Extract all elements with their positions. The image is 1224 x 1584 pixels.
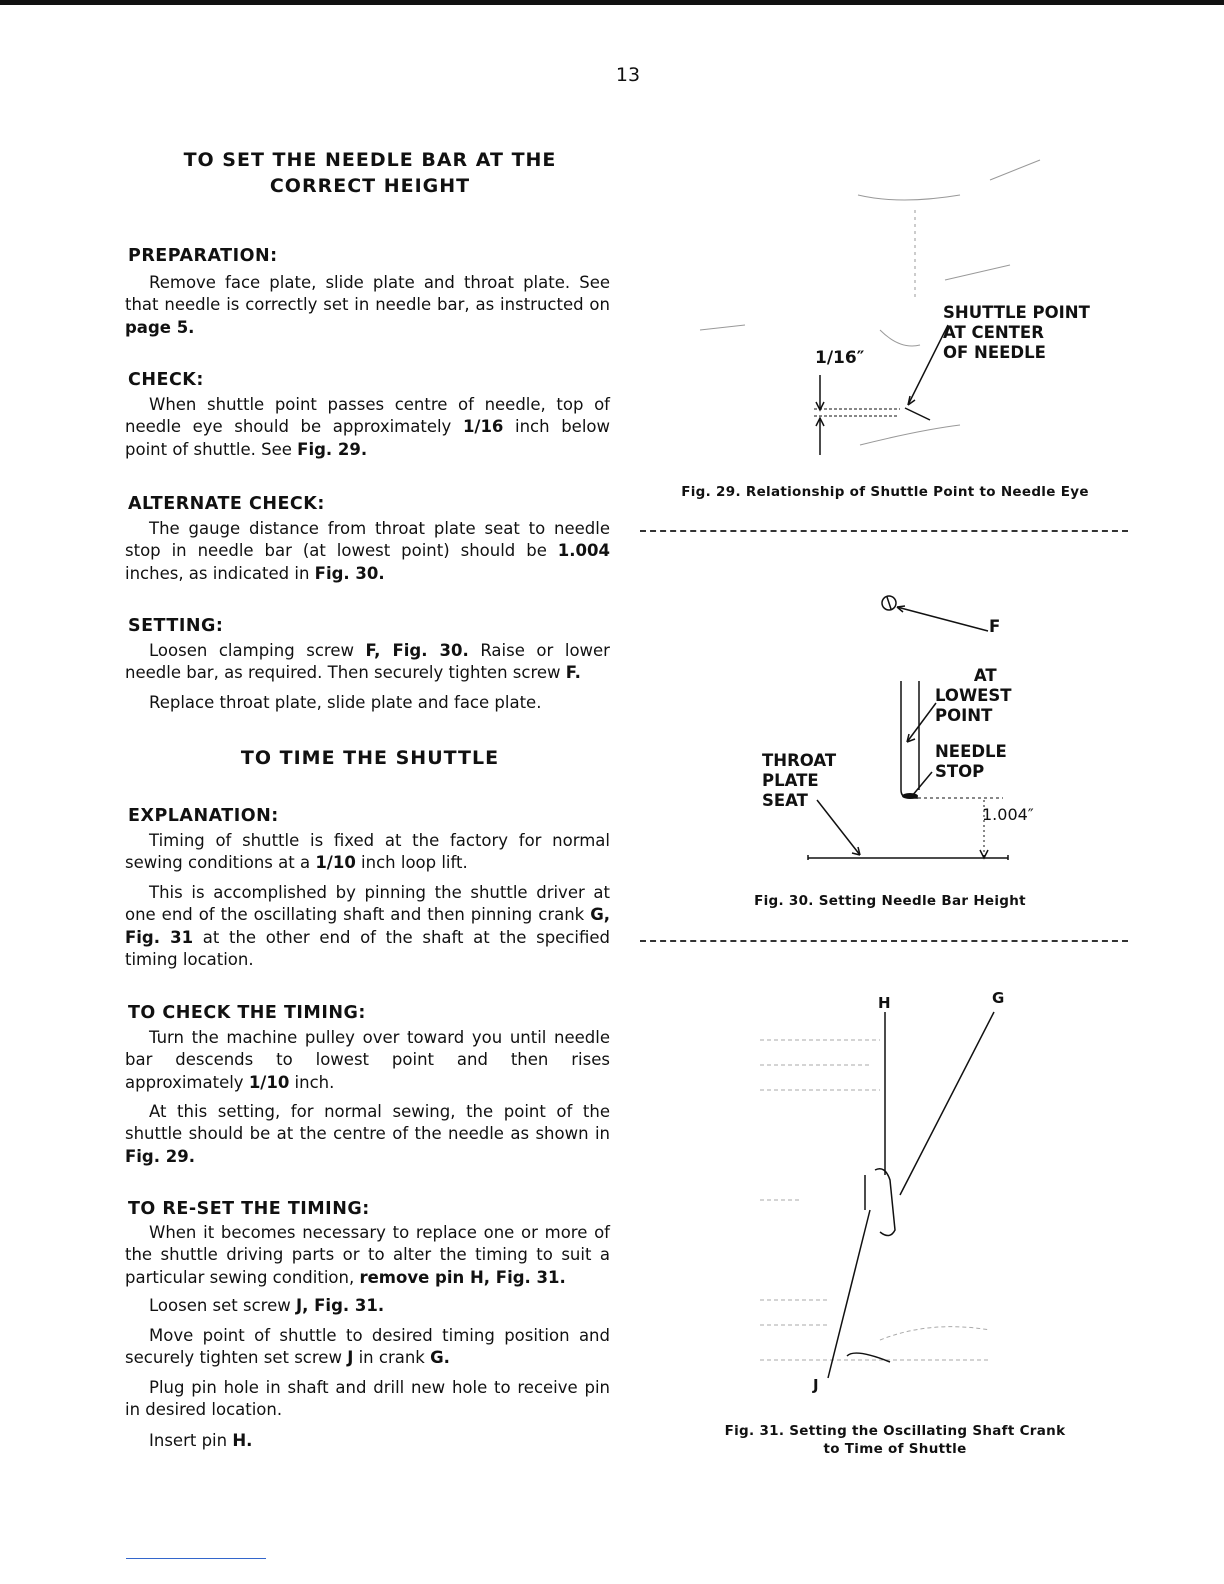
text-run: Move point of shuttle to desired timing position and securely tighten set screw: [125, 1326, 610, 1368]
fig29-dimension: 1/16″: [815, 348, 865, 368]
bold-text: page 5.: [125, 317, 195, 337]
bold-text: 1/10: [248, 1072, 290, 1092]
label-line: LOWEST: [935, 686, 1012, 705]
label-line: NEEDLE: [935, 742, 1007, 761]
text-run: Loosen set screw: [149, 1296, 296, 1315]
bold-text: J: [347, 1348, 354, 1368]
label-line: SHUTTLE POINT: [943, 303, 1090, 322]
bold-text: F.: [565, 663, 581, 683]
bold-text: Fig. 29.: [125, 1146, 195, 1166]
label-line: PLATE: [762, 771, 819, 790]
text-run: inch below point of shuttle. See: [125, 417, 610, 459]
text-run: Raise or lower needle bar, as required. Then securely tighten screw: [125, 641, 610, 683]
text-run: This is accomplished by pinning the shuttle driver at one end of the oscillating shaft and then pinning crank: [125, 883, 610, 925]
bold-text: J, Fig. 31.: [296, 1296, 385, 1315]
text-run: Loosen clamping screw: [149, 641, 366, 660]
footer-rule: [126, 1558, 266, 1559]
bold-text: F, Fig. 30.: [365, 641, 469, 660]
bold-text: G.: [430, 1348, 450, 1368]
fig29-caption: Fig. 29. Relationship of Shuttle Point to Needle Eye: [681, 484, 1089, 500]
section-heading: TO RE-SET THE TIMING:: [128, 1199, 370, 1219]
section-heading: SETTING:: [128, 616, 224, 636]
text-run: Turn the machine pulley over toward you until needle bar descends to lowest point and then rises approximately: [125, 1028, 610, 1092]
section-title-time-shuttle: TO TIME THE SHUTTLE: [240, 747, 500, 769]
fig31-label-g: G: [992, 989, 1005, 1007]
page-number: 13: [615, 64, 641, 86]
section-heading: PREPARATION:: [128, 246, 278, 266]
text-run: Replace throat plate, slide plate and face plate.: [149, 693, 542, 712]
label-line: SEAT: [762, 791, 808, 810]
text-run: Insert pin: [149, 1431, 233, 1450]
label-line: AT: [973, 666, 997, 685]
text-run: inch.: [289, 1072, 335, 1092]
section-heading: ALTERNATE CHECK:: [128, 494, 325, 514]
bold-text: 1.004: [557, 541, 610, 561]
label-line: AT CENTER: [943, 323, 1044, 342]
title-line: CORRECT HEIGHT: [269, 175, 471, 197]
section-heading: EXPLANATION:: [128, 806, 279, 826]
label-line: STOP: [935, 762, 985, 781]
label-line: POINT: [935, 706, 993, 725]
fig30-screw-label: F: [989, 617, 1001, 636]
fig31-label-j: J: [813, 1376, 819, 1394]
text-run: The gauge distance from throat plate seat to needle stop in needle bar (at lowest point) should be: [125, 519, 610, 561]
bold-text: 1/10: [315, 853, 356, 873]
fig31-label-h: H: [878, 994, 891, 1012]
text-run: Remove face plate, slide plate and throat plate. See that needle is correctly set in needle bar, as instructed on: [125, 273, 610, 315]
bold-text: H.: [232, 1431, 253, 1450]
text-run: At this setting, for normal sewing, the point of the shuttle should be at the centre of the needle as shown in: [125, 1102, 610, 1144]
text-run: When it becomes necessary to replace one or more of the shuttle driving parts or to alter the timing to suit a particular sewing condition,: [125, 1223, 610, 1287]
bold-text: G, Fig. 31: [125, 905, 610, 947]
bold-text: Fig. 29.: [297, 439, 368, 459]
text-run: When shuttle point passes centre of needle, top of needle eye should be approximately: [125, 395, 610, 437]
fig31-caption: [690, 1422, 1100, 1458]
section-heading: CHECK:: [128, 370, 204, 390]
caption-line: to Time of Shuttle: [823, 1441, 967, 1457]
text-run: Timing of shuttle is fixed at the factory for normal sewing conditions at a: [125, 831, 610, 873]
section-heading: TO CHECK THE TIMING:: [128, 1003, 366, 1023]
bold-text: remove pin H, Fig. 31.: [359, 1267, 566, 1287]
bold-text: Fig. 30.: [314, 563, 385, 583]
text-run: in crank: [353, 1348, 431, 1368]
text-run: inches, as indicated in: [125, 563, 315, 583]
fig30-dimension: 1.004″: [982, 805, 1034, 824]
fig30-caption: Fig. 30. Setting Needle Bar Height: [754, 893, 1026, 909]
caption-line: Fig. 31. Setting the Oscillating Shaft Crank: [724, 1423, 1066, 1439]
text-run: inch loop lift.: [355, 853, 468, 873]
title-line: TO SET THE NEEDLE BAR AT THE: [183, 149, 557, 171]
text-run: at the other end of the shaft at the specified timing location.: [125, 927, 610, 969]
text-run: Plug pin hole in shaft and drill new hole to receive pin in desired location.: [125, 1378, 610, 1420]
bold-text: 1/16: [462, 417, 504, 437]
label-line: OF NEEDLE: [943, 343, 1046, 362]
label-line: THROAT: [762, 751, 837, 770]
